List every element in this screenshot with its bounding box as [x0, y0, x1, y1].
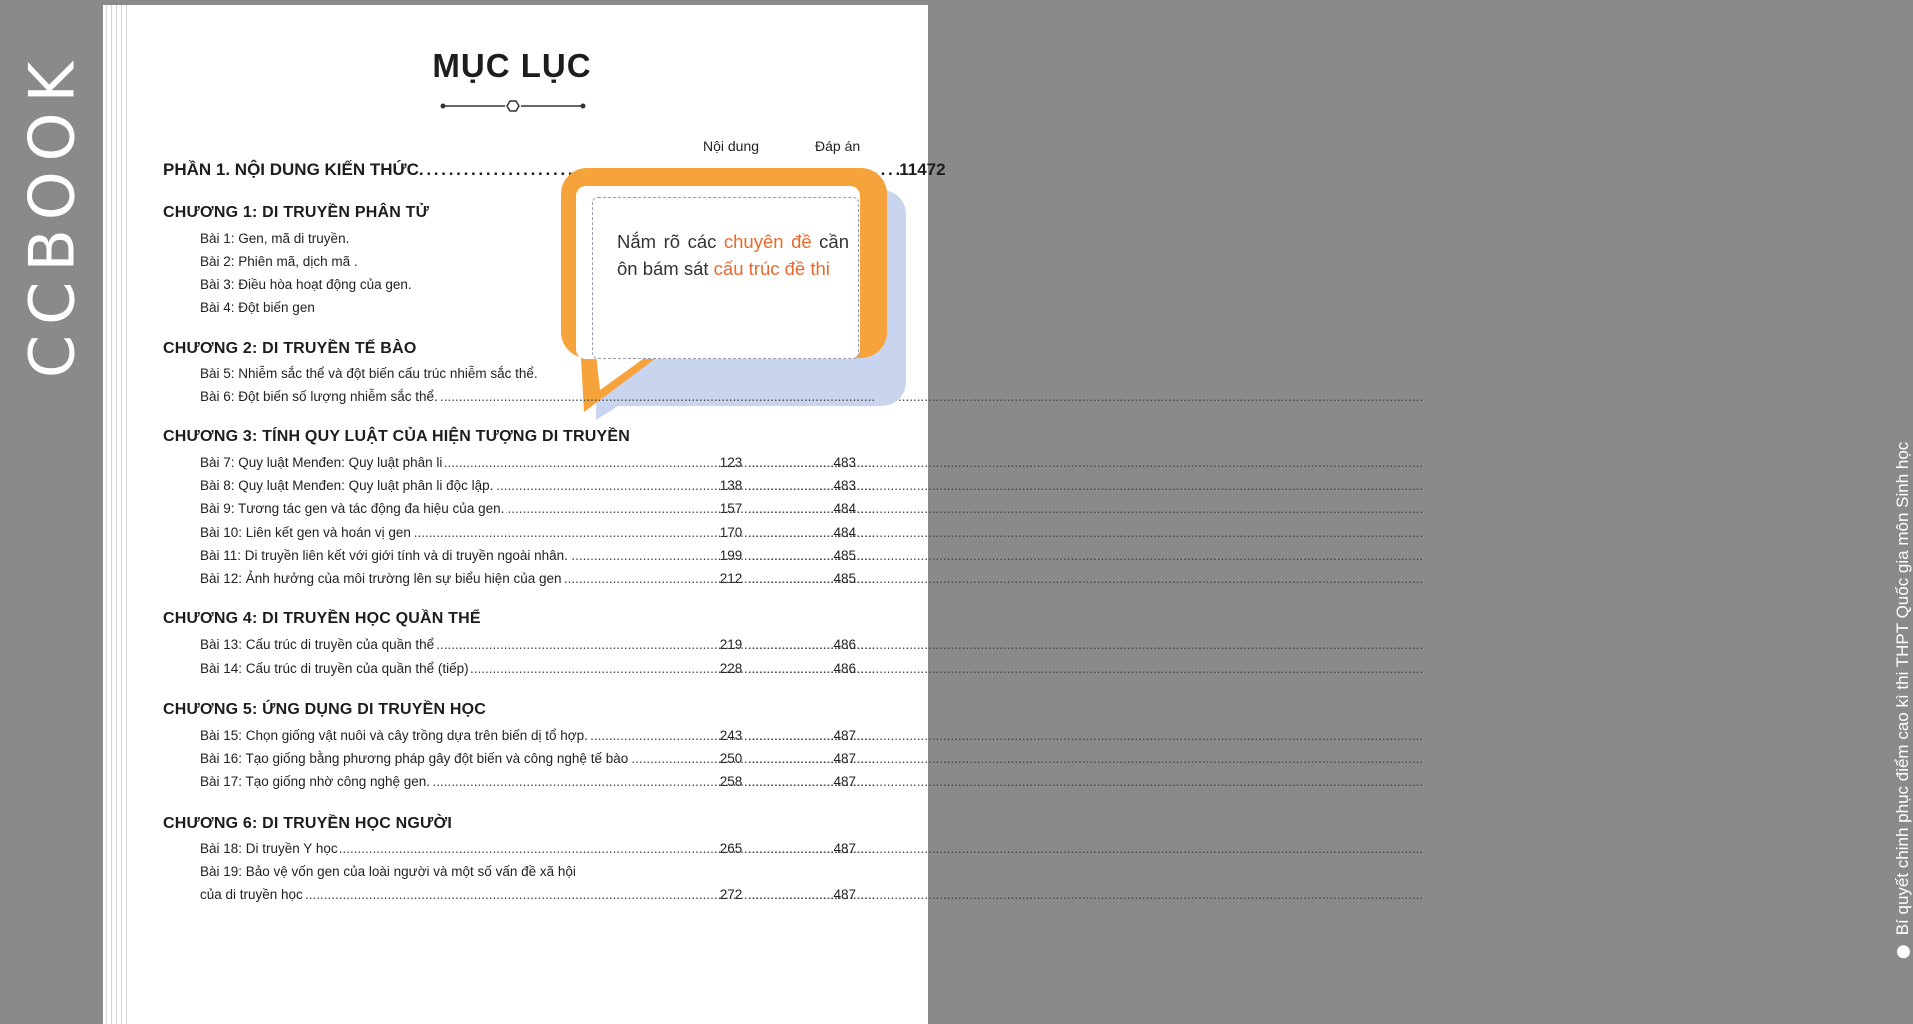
lesson-title: Bài 13: Cấu trúc di truyền của quần thể	[200, 637, 435, 652]
chapter-heading: CHƯƠNG 6: DI TRUYỀN HỌC NGƯỜI	[163, 815, 452, 832]
toc-row	[200, 841, 856, 861]
chapter-heading: CHƯƠNG 1: DI TRUYỀN PHÂN TỬ	[163, 204, 430, 221]
lesson-title: Bài 6: Đột biến số lượng nhiễm sắc thể.	[200, 389, 438, 404]
lesson-answer-page: 485	[833, 571, 856, 586]
part-page: 11	[899, 160, 918, 179]
lesson-page: 199	[719, 548, 743, 563]
chapter-heading: CHƯƠNG 3: TÍNH QUY LUẬT CỦA HIỆN TƯỢNG DI TRUYỀN	[163, 428, 631, 445]
part-label: PHẦN 1. NỘI DUNG KIẾN THỨC	[163, 160, 419, 179]
lesson-title: Bài 9: Tương tác gen và tác động đa hiệu của gen.	[200, 501, 505, 516]
callout-highlight: chuyên đề	[723, 231, 812, 252]
lesson-title: Bài 14: Cấu trúc di truyền của quần thể (tiếp)	[200, 661, 469, 676]
toc-row	[200, 887, 856, 907]
lesson-title: Bài 11: Di truyền liên kết với giới tính và di truyền ngoài nhân.	[200, 548, 568, 563]
lesson-page: 243	[719, 728, 743, 743]
lesson-page: 250	[719, 751, 743, 766]
lesson-title: Bài 12: Ảnh hưởng của môi trường lên sự biểu hiện của gen	[200, 571, 562, 586]
toc-row	[200, 455, 856, 475]
bullet-dot-icon	[1897, 945, 1910, 958]
callout-text-part: cần ôn bám sát	[617, 231, 850, 279]
lesson-title: Bài 17: Tạo giống nhờ công nghệ gen.	[200, 774, 431, 789]
lesson-page: 138	[719, 478, 743, 493]
toc-row	[200, 571, 856, 591]
toc-row	[200, 478, 856, 498]
title-ornament-icon	[440, 99, 586, 113]
toc-row	[200, 864, 856, 884]
lesson-page: 228	[719, 661, 743, 676]
lesson-title: Bài 7: Quy luật Menđen: Quy luật phân li	[200, 455, 443, 470]
toc-row	[200, 501, 856, 521]
toc-row	[200, 751, 856, 771]
lesson-answer-page: 484	[833, 501, 856, 516]
lesson-title: Bài 19: Bảo vệ vốn gen của loài người và một số vấn đề xã hội	[200, 864, 576, 879]
lesson-page: 157	[719, 501, 743, 516]
callout-text	[617, 228, 849, 282]
lesson-title: Bài 15: Chọn giống vật nuôi và cây trồng dựa trên biến dị tổ hợp.	[200, 728, 588, 743]
lesson-title: Bài 4: Đột biến gen	[200, 300, 315, 315]
callout-text-part: Nắm rõ các	[617, 231, 724, 252]
toc-row	[200, 661, 856, 681]
brand-logo: CCBOOK	[15, 51, 89, 379]
lesson-page: 258	[719, 774, 743, 789]
lesson-title: Bài 18: Di truyền Y học	[200, 841, 338, 856]
lesson-page: 272	[719, 887, 743, 902]
chapter-heading: CHƯƠNG 2: DI TRUYỀN TẾ BÀO	[163, 340, 417, 357]
column-header-answers: Đáp án	[815, 138, 861, 154]
lesson-title: Bài 3: Điều hòa hoạt động của gen.	[200, 277, 412, 292]
lesson-answer-page: 486	[833, 661, 856, 676]
lesson-answer-page: 487	[833, 887, 856, 902]
tagline	[1893, 442, 1913, 959]
toc-row	[200, 728, 856, 748]
left-sidebar-band	[0, 0, 103, 1024]
toc-row	[200, 389, 856, 409]
toc-row	[200, 525, 856, 545]
lesson-answer-page: 486	[833, 637, 856, 652]
lesson-answer-page: 484	[833, 525, 856, 540]
lesson-title: Bài 2: Phiên mã, dịch mã .	[200, 254, 358, 269]
lesson-answer-page: 483	[833, 478, 856, 493]
toc-row	[200, 637, 856, 657]
lesson-page: 219	[719, 637, 743, 652]
lesson-answer-page: 487	[833, 774, 856, 789]
lesson-page: 123	[719, 455, 743, 470]
tagline-text: Bí quyết chinh phục điểm cao kì thi THPT Quốc gia môn Sinh học	[1893, 441, 1912, 936]
lesson-title: Bài 10: Liên kết gen và hoán vị gen	[200, 525, 411, 540]
toc-row	[200, 774, 856, 794]
lesson-title: Bài 8: Quy luật Menđen: Quy luật phân li độc lập.	[200, 478, 494, 493]
callout-highlight: cấu trúc đề thi	[713, 258, 830, 279]
lesson-title: Bài 1: Gen, mã di truyền.	[200, 231, 350, 246]
lesson-answer-page: 483	[833, 455, 856, 470]
lesson-page: 265	[719, 841, 743, 856]
lesson-page: 170	[719, 525, 743, 540]
part-answer: 472	[917, 160, 946, 179]
page-spine-lines	[106, 5, 130, 1024]
lesson-answer-page: 487	[833, 728, 856, 743]
lesson-page: 212	[719, 571, 743, 586]
lesson-answer-page: 485	[833, 548, 856, 563]
toc-row	[200, 548, 856, 568]
lesson-answer-page: 487	[833, 841, 856, 856]
page-title: MỤC LỤC	[432, 47, 592, 84]
chapter-heading: CHƯƠNG 4: DI TRUYỀN HỌC QUẦN THỂ	[163, 610, 481, 627]
column-header-content: Nội dung	[703, 138, 760, 154]
chapter-heading: CHƯƠNG 5: ỨNG DỤNG DI TRUYỀN HỌC	[163, 701, 487, 718]
lesson-title: Bài 5: Nhiễm sắc thể và đột biến cấu trúc nhiễm sắc thể.	[200, 366, 538, 381]
lesson-title: của di truyền học	[200, 887, 303, 902]
lesson-answer-page: 487	[833, 751, 856, 766]
lesson-title: Bài 16: Tạo giống bằng phương pháp gây đột biến và công nghệ tế bào	[200, 751, 629, 766]
